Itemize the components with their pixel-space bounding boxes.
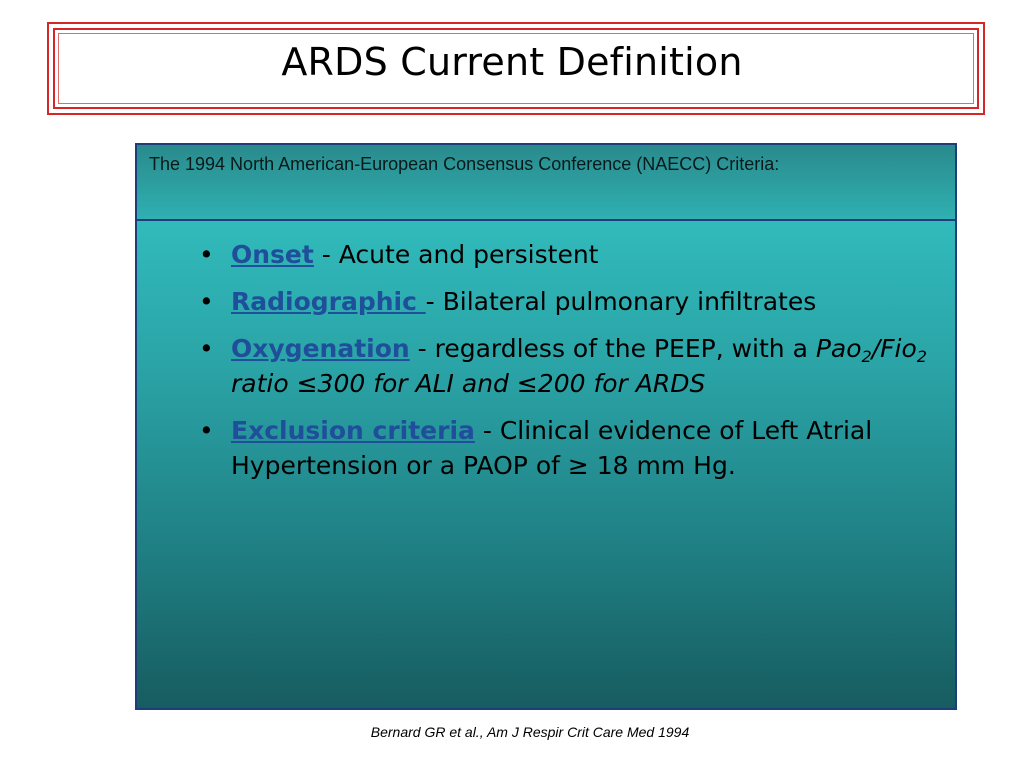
panel-header bbox=[137, 145, 955, 221]
onset-link[interactable]: Onset bbox=[231, 240, 314, 269]
slide-title: ARDS Current Definition bbox=[281, 40, 743, 84]
exclusion-criteria-link[interactable]: Exclusion criteria bbox=[231, 416, 475, 445]
criteria-item-oxygenation bbox=[199, 331, 939, 401]
onset-description: - Acute and persistent bbox=[313, 240, 599, 269]
bullet-icon: • bbox=[199, 287, 214, 316]
panel-header-text: The 1994 North American-European Consensus Conference (NAECC) Criteria: bbox=[149, 154, 780, 174]
exclusion-description: - Clinical evidence of Left Atrial Hypertension or a PAOP of ≥ 18 mm Hg. bbox=[231, 416, 873, 480]
citation: Bernard GR et al., Am J Respir Crit Care Med 1994 bbox=[370, 724, 690, 740]
criteria-item-radiographic bbox=[199, 284, 939, 319]
oxygenation-link[interactable]: Oxygenation bbox=[231, 334, 410, 363]
criteria-panel bbox=[135, 143, 957, 710]
bullet-icon: • bbox=[199, 334, 214, 363]
criteria-item-exclusion bbox=[199, 413, 939, 483]
oxygenation-description: - regardless of the PEEP, with a bbox=[409, 334, 816, 363]
radiographic-description: - Bilateral pulmonary infiltrates bbox=[425, 287, 817, 316]
criteria-list bbox=[199, 237, 939, 495]
radiographic-link[interactable]: Radiographic bbox=[231, 287, 426, 316]
formula-fio: /Fio bbox=[871, 334, 917, 363]
bullet-icon: • bbox=[199, 240, 214, 269]
formula-thresholds: ratio ≤300 for ALI and ≤200 for ARDS bbox=[231, 369, 706, 398]
formula-pao: Pao bbox=[815, 334, 862, 363]
bullet-icon: • bbox=[199, 416, 214, 445]
criteria-item-onset bbox=[199, 237, 939, 272]
formula-fio-subscript: 2 bbox=[916, 347, 927, 366]
formula-pao-subscript: 2 bbox=[861, 347, 872, 366]
